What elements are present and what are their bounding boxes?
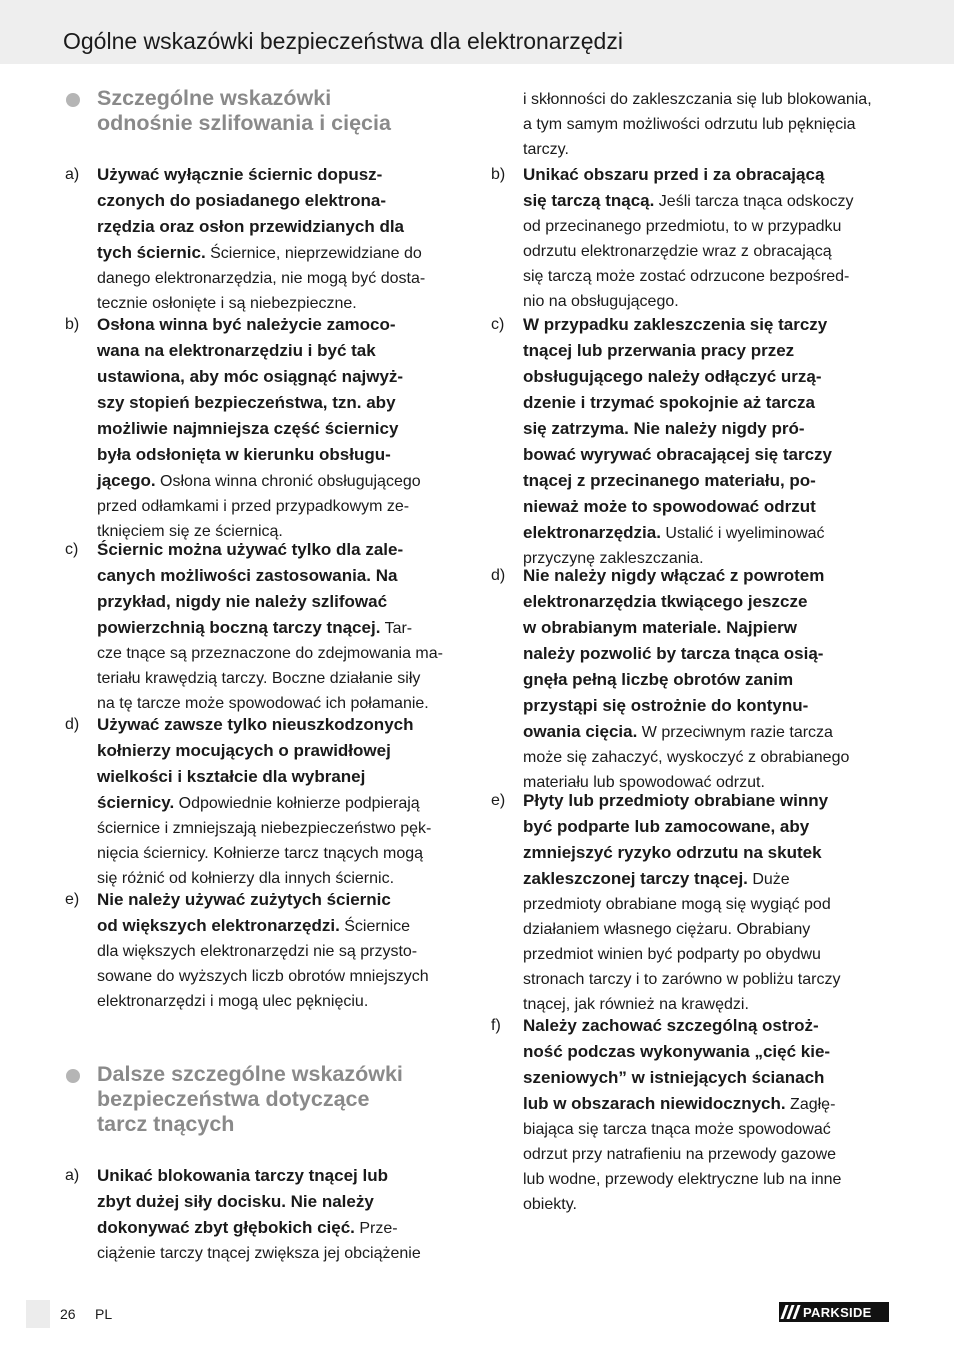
bold-text: przykład, nigdy nie należy szlifować (97, 592, 388, 611)
bold-text: Używać wyłącznie ściernic dopusz- (97, 165, 383, 184)
bold-text: czonych do posiadanego elektrona- (97, 191, 387, 210)
bold-text: owania cięcia. (523, 722, 638, 741)
item-body (97, 537, 467, 716)
normal-text: ciążenie tarczy tnącej zwiększa jej obciążenie (97, 1245, 421, 1262)
item-label: e) (491, 792, 506, 809)
text-line (523, 264, 893, 289)
bold-text: tnącej lub przerwania pracy przez (523, 341, 795, 360)
text-line (97, 887, 467, 913)
normal-text: nio na obsługującego. (523, 293, 679, 310)
bold-text: obsługującego należy odłączyć urzą- (523, 367, 822, 386)
bold-text: od większych elektronarzędzi. (97, 916, 340, 935)
bold-text: zmniejszyć ryzyko odrzutu na skutek (523, 843, 822, 862)
section-heading-text: Dalsze szczególne wskazówki bezpieczeństwa dotyczące tarcz tnących (97, 1062, 403, 1136)
brand-name: PARKSIDE (803, 1304, 872, 1320)
normal-text: teriału krawędzią tarczy. Boczne działanie siły (97, 670, 421, 687)
normal-text: odrzut przy natrafieniu na przewody gazowe (523, 1146, 837, 1163)
bullet-icon (66, 93, 80, 107)
text-line (523, 745, 893, 770)
item-label: d) (65, 716, 80, 733)
normal-text: Prze- (354, 1220, 398, 1237)
item-body (97, 312, 467, 544)
normal-text: Ściernice (339, 918, 411, 935)
bold-text: canych możliwości zastosowania. Na (97, 566, 398, 585)
item-label: c) (65, 541, 79, 558)
normal-text: a tym samym możliwości odrzutu lub pęknięcia (523, 116, 856, 133)
normal-text: lub wodne, przewody elektryczne lub na inne (523, 1171, 842, 1188)
text-line (523, 1142, 893, 1167)
text-line (97, 312, 467, 338)
bold-text: się zatrzyma. Nie należy nigdy pró- (523, 419, 805, 438)
text-line (97, 338, 467, 364)
text-line (523, 719, 893, 745)
normal-text: odrzutu elektronarzędzie wraz z obracającą (523, 243, 832, 260)
normal-text: może się zahaczyć, wyskoczyć z obrabianego (523, 749, 850, 766)
text-line (523, 289, 893, 314)
bold-text: gnęła pełną liczbę obrotów zanim (523, 670, 794, 689)
text-line (523, 87, 893, 112)
bold-text: Nie należy używać zużytych ściernic (97, 890, 391, 909)
item-body (523, 312, 893, 571)
text-line (97, 790, 467, 816)
text-line (523, 364, 893, 390)
bold-text: lub w obszarach niewidocznych. (523, 1094, 786, 1113)
bold-text: nieważ może to spowodować odrzut (523, 497, 816, 516)
text-line (523, 942, 893, 967)
bold-text: była odsłonięta w kierunku obsługu- (97, 445, 391, 464)
bold-text: zakleszczonej tarczy tnącej. (523, 869, 748, 888)
text-line (523, 1065, 893, 1091)
page-number: 26 (60, 1306, 76, 1322)
normal-text: Jeśli tarcza tnąca odskoczy (654, 193, 854, 210)
text-line (97, 390, 467, 416)
text-line (523, 416, 893, 442)
normal-text: od przecinanego przedmiotu, to w przypadku (523, 218, 842, 235)
item-label: b) (65, 316, 80, 333)
bold-text: rzędzia oraz osłon przewidzianych dla (97, 217, 405, 236)
text-line (97, 214, 467, 240)
text-line (97, 841, 467, 866)
text-line (523, 814, 893, 840)
text-line (97, 816, 467, 841)
normal-text: ściernice i zmniejszają niebezpieczeństwo pęk- (97, 820, 432, 837)
item-label: a) (65, 166, 80, 183)
bold-text: przystąpi się ostrożnie do kontynu- (523, 696, 809, 715)
text-line (523, 917, 893, 942)
text-line (523, 312, 893, 338)
normal-text: dla większych elektronarzędzi nie są przysto- (97, 943, 418, 960)
bold-text: się tarczą tnącą. (523, 191, 655, 210)
text-line (97, 712, 467, 738)
text-line (523, 615, 893, 641)
bold-text: elektronarzędzia. (523, 523, 661, 542)
text-line (523, 494, 893, 520)
bold-text: Unikać obszaru przed i za obracającą (523, 165, 825, 184)
bold-text: zbyt dużej siły docisku. Nie należy (97, 1192, 374, 1211)
normal-text: przyczynę zakleszczania. (523, 550, 704, 567)
bold-text: Nie należy nigdy włączać z powrotem (523, 566, 825, 585)
bold-text: szeniowych” w istniejących ścianach (523, 1068, 825, 1087)
text-line (97, 442, 467, 468)
normal-text: tknięciem się ze ściernicą. (97, 523, 283, 540)
normal-text: Ustalić i wyeliminować (660, 525, 825, 542)
normal-text: Duże (747, 871, 790, 888)
bold-text: ność podczas wykonywania „cięć kie- (523, 1042, 831, 1061)
text-line (97, 939, 467, 964)
text-line (97, 913, 467, 939)
text-line (97, 989, 467, 1014)
section-heading-text: Szczególne wskazówki odnośnie szlifowania i cięcia (97, 86, 391, 135)
item-body (97, 1163, 467, 1266)
item-label: b) (491, 166, 506, 183)
normal-text: Ściernice, nieprzewidziane do (205, 245, 422, 262)
normal-text: przedmiot winien być podparty po obydwu (523, 946, 821, 963)
text-line (523, 442, 893, 468)
bold-text: elektronarzędzia tkwiącego jeszcze (523, 592, 808, 611)
text-line (523, 563, 893, 589)
bold-text: możliwie najmniejsza część ściernicy (97, 419, 399, 438)
bold-text: ustawiona, aby móc osiągnąć najwyż- (97, 367, 404, 386)
normal-text: się tarczą może zostać odrzucone bezpośred- (523, 268, 850, 285)
normal-text: nięcia ściernicy. Kołnierze tarcz tnących mogą (97, 845, 424, 862)
text-line (523, 967, 893, 992)
bold-text: W przypadku zakleszczenia się tarczy (523, 315, 828, 334)
normal-text: tarczy. (523, 141, 569, 158)
bold-text: bować wyrywać obracającej się tarczy (523, 445, 833, 464)
normal-text: tecznie osłonięte i są niebezpieczne. (97, 295, 357, 312)
text-line (523, 892, 893, 917)
bold-text: należy pozwolić by tarcza tnąca osią- (523, 644, 824, 663)
text-line (97, 1241, 467, 1266)
text-line (523, 693, 893, 719)
text-line (97, 764, 467, 790)
bold-text: w obrabianym materiale. Najpierw (523, 618, 797, 637)
bold-text: Ściernic można używać tylko dla zale- (97, 540, 404, 559)
normal-text: biająca się tarcza tnąca może spowodować (523, 1121, 831, 1138)
text-line (97, 240, 467, 266)
normal-text: Odpowiednie kołnierze podpierają (174, 795, 420, 812)
footer-marker (26, 1300, 50, 1328)
text-line (523, 239, 893, 264)
text-line (523, 137, 893, 162)
bold-text: Unikać blokowania tarczy tnącej lub (97, 1166, 388, 1185)
text-line (523, 1117, 893, 1142)
bold-text: dzenie i trzymać spokojnie aż tarcza (523, 393, 815, 412)
text-line (523, 1039, 893, 1065)
text-line (97, 162, 467, 188)
item-label: f) (491, 1017, 501, 1034)
bold-text: kołnierzy mocujących o prawidłowej (97, 741, 391, 760)
item-body (97, 162, 467, 316)
item-label: e) (65, 891, 80, 908)
normal-text: na tę tarcze może spowodować ich połamanie. (97, 695, 429, 712)
text-line (523, 338, 893, 364)
text-line (97, 266, 467, 291)
item-label: c) (491, 316, 505, 333)
item-label: a) (65, 1167, 80, 1184)
normal-text: cze tnące są przeznaczone do zdejmowania ma- (97, 645, 443, 662)
item-body (523, 87, 893, 162)
text-line (97, 666, 467, 691)
normal-text: działaniem własnego ciężaru. Obrabiany (523, 921, 811, 938)
text-line (523, 214, 893, 239)
bold-text: tnącej z przecinanego materiału, po- (523, 471, 816, 490)
text-line (523, 162, 893, 188)
normal-text: i skłonności do zakleszczania się lub blokowania, (523, 91, 872, 108)
text-line (523, 589, 893, 615)
text-line (97, 1215, 467, 1241)
brand-logo (779, 1302, 889, 1322)
normal-text: W przeciwnym razie tarcza (637, 724, 833, 741)
text-line (523, 1013, 893, 1039)
normal-text: przedmioty obrabiane mogą się wygiąć pod (523, 896, 831, 913)
bold-text: wana na elektronarzędziu i być tak (97, 341, 376, 360)
normal-text: obiekty. (523, 1196, 577, 1213)
text-line (97, 188, 467, 214)
item-label: d) (491, 567, 506, 584)
item-body (97, 712, 467, 891)
text-line (97, 641, 467, 666)
text-line (523, 866, 893, 892)
normal-text: przed odłamkami i przed przypadkowym ze- (97, 498, 410, 515)
item-body (97, 887, 467, 1014)
text-line (97, 615, 467, 641)
normal-text: sowane do wyższych liczb obrotów mniejszych (97, 968, 429, 985)
text-line (97, 563, 467, 589)
bold-text: Osłona winna być należycie zamoco- (97, 315, 396, 334)
bold-text: dokonywać zbyt głębokich cięć. (97, 1218, 355, 1237)
text-line (523, 788, 893, 814)
text-line (97, 1189, 467, 1215)
bold-text: Używać zawsze tylko nieuszkodzonych (97, 715, 414, 734)
text-line (97, 416, 467, 442)
bullet-icon (66, 1069, 80, 1083)
text-line (523, 641, 893, 667)
text-line (523, 390, 893, 416)
normal-text: tnącej, jak również na krawędzi. (523, 996, 749, 1013)
normal-text: elektronarzędzi i mogą ulec pęknięciu. (97, 993, 369, 1010)
text-line (97, 964, 467, 989)
normal-text: Tar- (380, 620, 413, 637)
text-line (523, 468, 893, 494)
text-line (523, 520, 893, 546)
text-line (97, 1163, 467, 1189)
text-line (97, 494, 467, 519)
normal-text: Zagłę- (785, 1096, 836, 1113)
bold-text: wielkości i kształcie dla wybranej (97, 767, 366, 786)
text-line (97, 364, 467, 390)
normal-text: stronach tarczy i to zarówno w pobliżu tarczy (523, 971, 841, 988)
bold-text: szy stopień bezpieczeństwa, tzn. aby (97, 393, 396, 412)
bold-text: być podparte lub zamocowane, aby (523, 817, 810, 836)
text-line (97, 537, 467, 563)
page-title: Ogólne wskazówki bezpieczeństwa dla elektronarzędzi (63, 28, 623, 54)
bold-text: ściernicy. (97, 793, 175, 812)
text-line (97, 738, 467, 764)
normal-text: się różnić od kołnierzy dla innych ściernic. (97, 870, 395, 887)
bold-text: Należy zachować szczególną ostroż- (523, 1016, 819, 1035)
bold-text: powierzchnią boczną tarczy tnącej. (97, 618, 381, 637)
text-line (97, 468, 467, 494)
text-line (523, 667, 893, 693)
page-language: PL (95, 1306, 113, 1322)
logo-stripes-icon (783, 1305, 798, 1319)
text-line (523, 1192, 893, 1217)
normal-text: danego elektronarzędzia, nie mogą być dosta- (97, 270, 426, 287)
item-body (523, 788, 893, 1017)
item-body (523, 563, 893, 795)
text-line (523, 1167, 893, 1192)
bold-text: tych ściernic. (97, 243, 206, 262)
text-line (523, 188, 893, 214)
text-line (523, 840, 893, 866)
text-line (97, 589, 467, 615)
normal-text: Osłona winna chronić obsługującego (155, 473, 421, 490)
normal-text: materiału lub spowodować odrzut. (523, 774, 765, 791)
bold-text: Płyty lub przedmioty obrabiane winny (523, 791, 829, 810)
bold-text: jącego. (97, 471, 156, 490)
item-body (523, 1013, 893, 1217)
item-body (523, 162, 893, 314)
text-line (523, 112, 893, 137)
text-line (523, 1091, 893, 1117)
